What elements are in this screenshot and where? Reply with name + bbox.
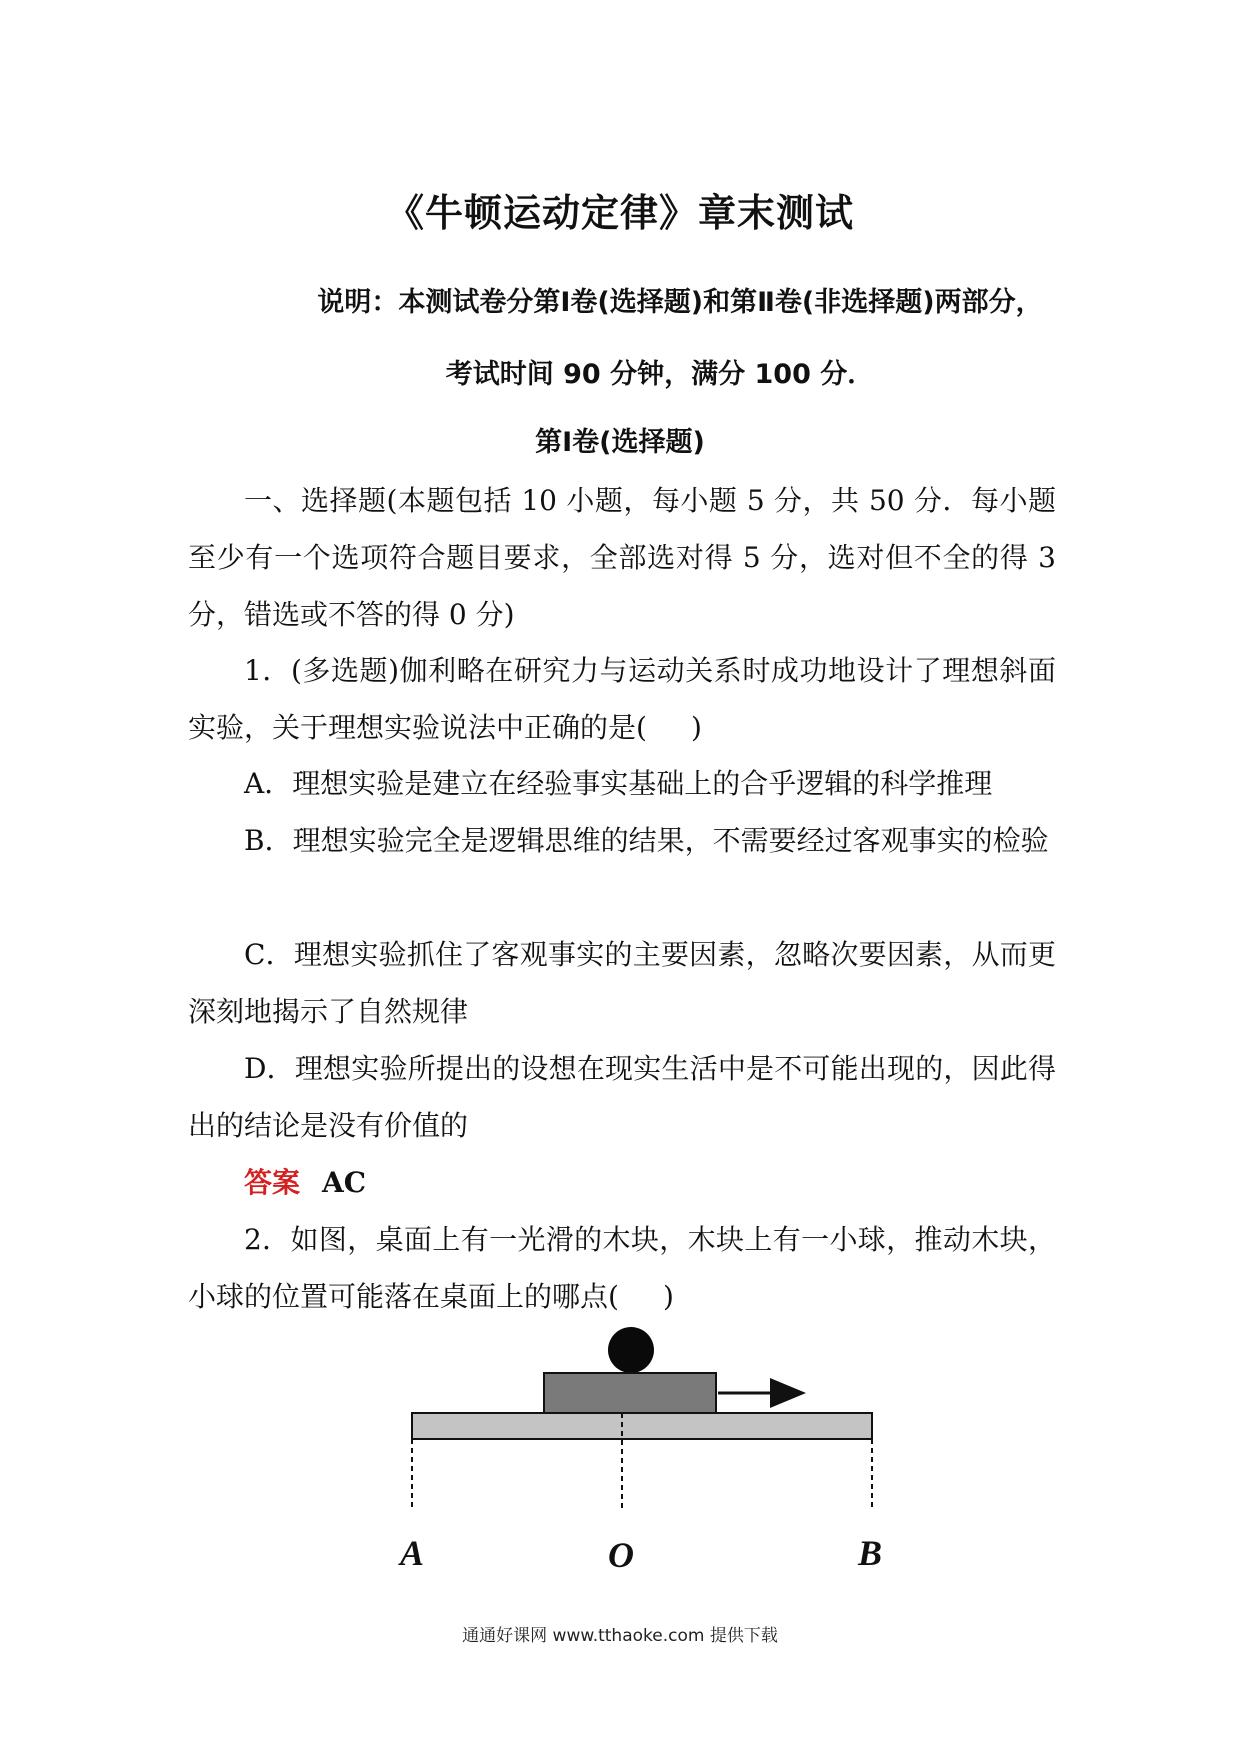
answer-label: 答案 [244, 1166, 301, 1199]
question-2-text: 2．如图，桌面上有一光滑的木块，木块上有一小球，推动木块，小球的位置可能落在桌面上的哪点( [188, 1223, 1056, 1313]
question-2-stem [188, 1211, 1056, 1325]
answer-value: AC [322, 1166, 367, 1199]
question-1-close: ) [690, 711, 702, 744]
exam-note-line-1: 说明：本测试卷分第Ⅰ卷(选择题)和第Ⅱ卷(非选择题)两部分， [317, 287, 1043, 318]
exam-note-line-2: 考试时间 90 分钟，满分 100 分． [445, 359, 875, 390]
question-1-answer [244, 1154, 366, 1211]
question-1-option-c: C．理想实验抓住了客观事实的主要因素，忽略次要因素，从而更深刻地揭示了自然规律 [188, 938, 1056, 1028]
choice-instructions: 一、选择题(本题包括 10 小题，每小题 5 分，共 50 分．每小题至少有一个选项符合题目要求，全部选对得 5 分，选对但不全的得 3 分，错选或不答的得 0 分) [188, 484, 1056, 631]
section-heading: 第Ⅰ卷(选择题) [535, 427, 705, 458]
point-label-a: A [400, 1533, 425, 1573]
question-1-option-b: B．理想实验完全是逻辑思维的结果，不需要经过客观事实的检验 [244, 824, 1049, 857]
question-1-text: 1．(多选题)伽利略在研究力与运动关系时成功地设计了理想斜面实验，关于理想实验说法中正确的是( [188, 654, 1056, 744]
page-title: 《牛顿运动定律》章末测试 [385, 191, 854, 235]
table-surface-shape [412, 1413, 872, 1439]
footer-credit: 通通好课网 www.tthaoke.com 提供下载 [462, 1626, 778, 1646]
point-label-b: B [858, 1533, 883, 1573]
wooden-block-shape [544, 1373, 716, 1413]
point-label-o: O [608, 1535, 634, 1575]
question-1-option-d: D．理想实验所提出的设想在现实生活中是不可能出现的，因此得出的结论是没有价值的 [188, 1052, 1056, 1142]
question-2-close: ) [662, 1280, 674, 1313]
question-1-stem [188, 642, 1056, 756]
block-ball-figure [380, 1315, 940, 1605]
ball-shape [608, 1327, 654, 1373]
question-1-option-a: A．理想实验是建立在经验事实基础上的合乎逻辑的科学推理 [244, 767, 993, 800]
